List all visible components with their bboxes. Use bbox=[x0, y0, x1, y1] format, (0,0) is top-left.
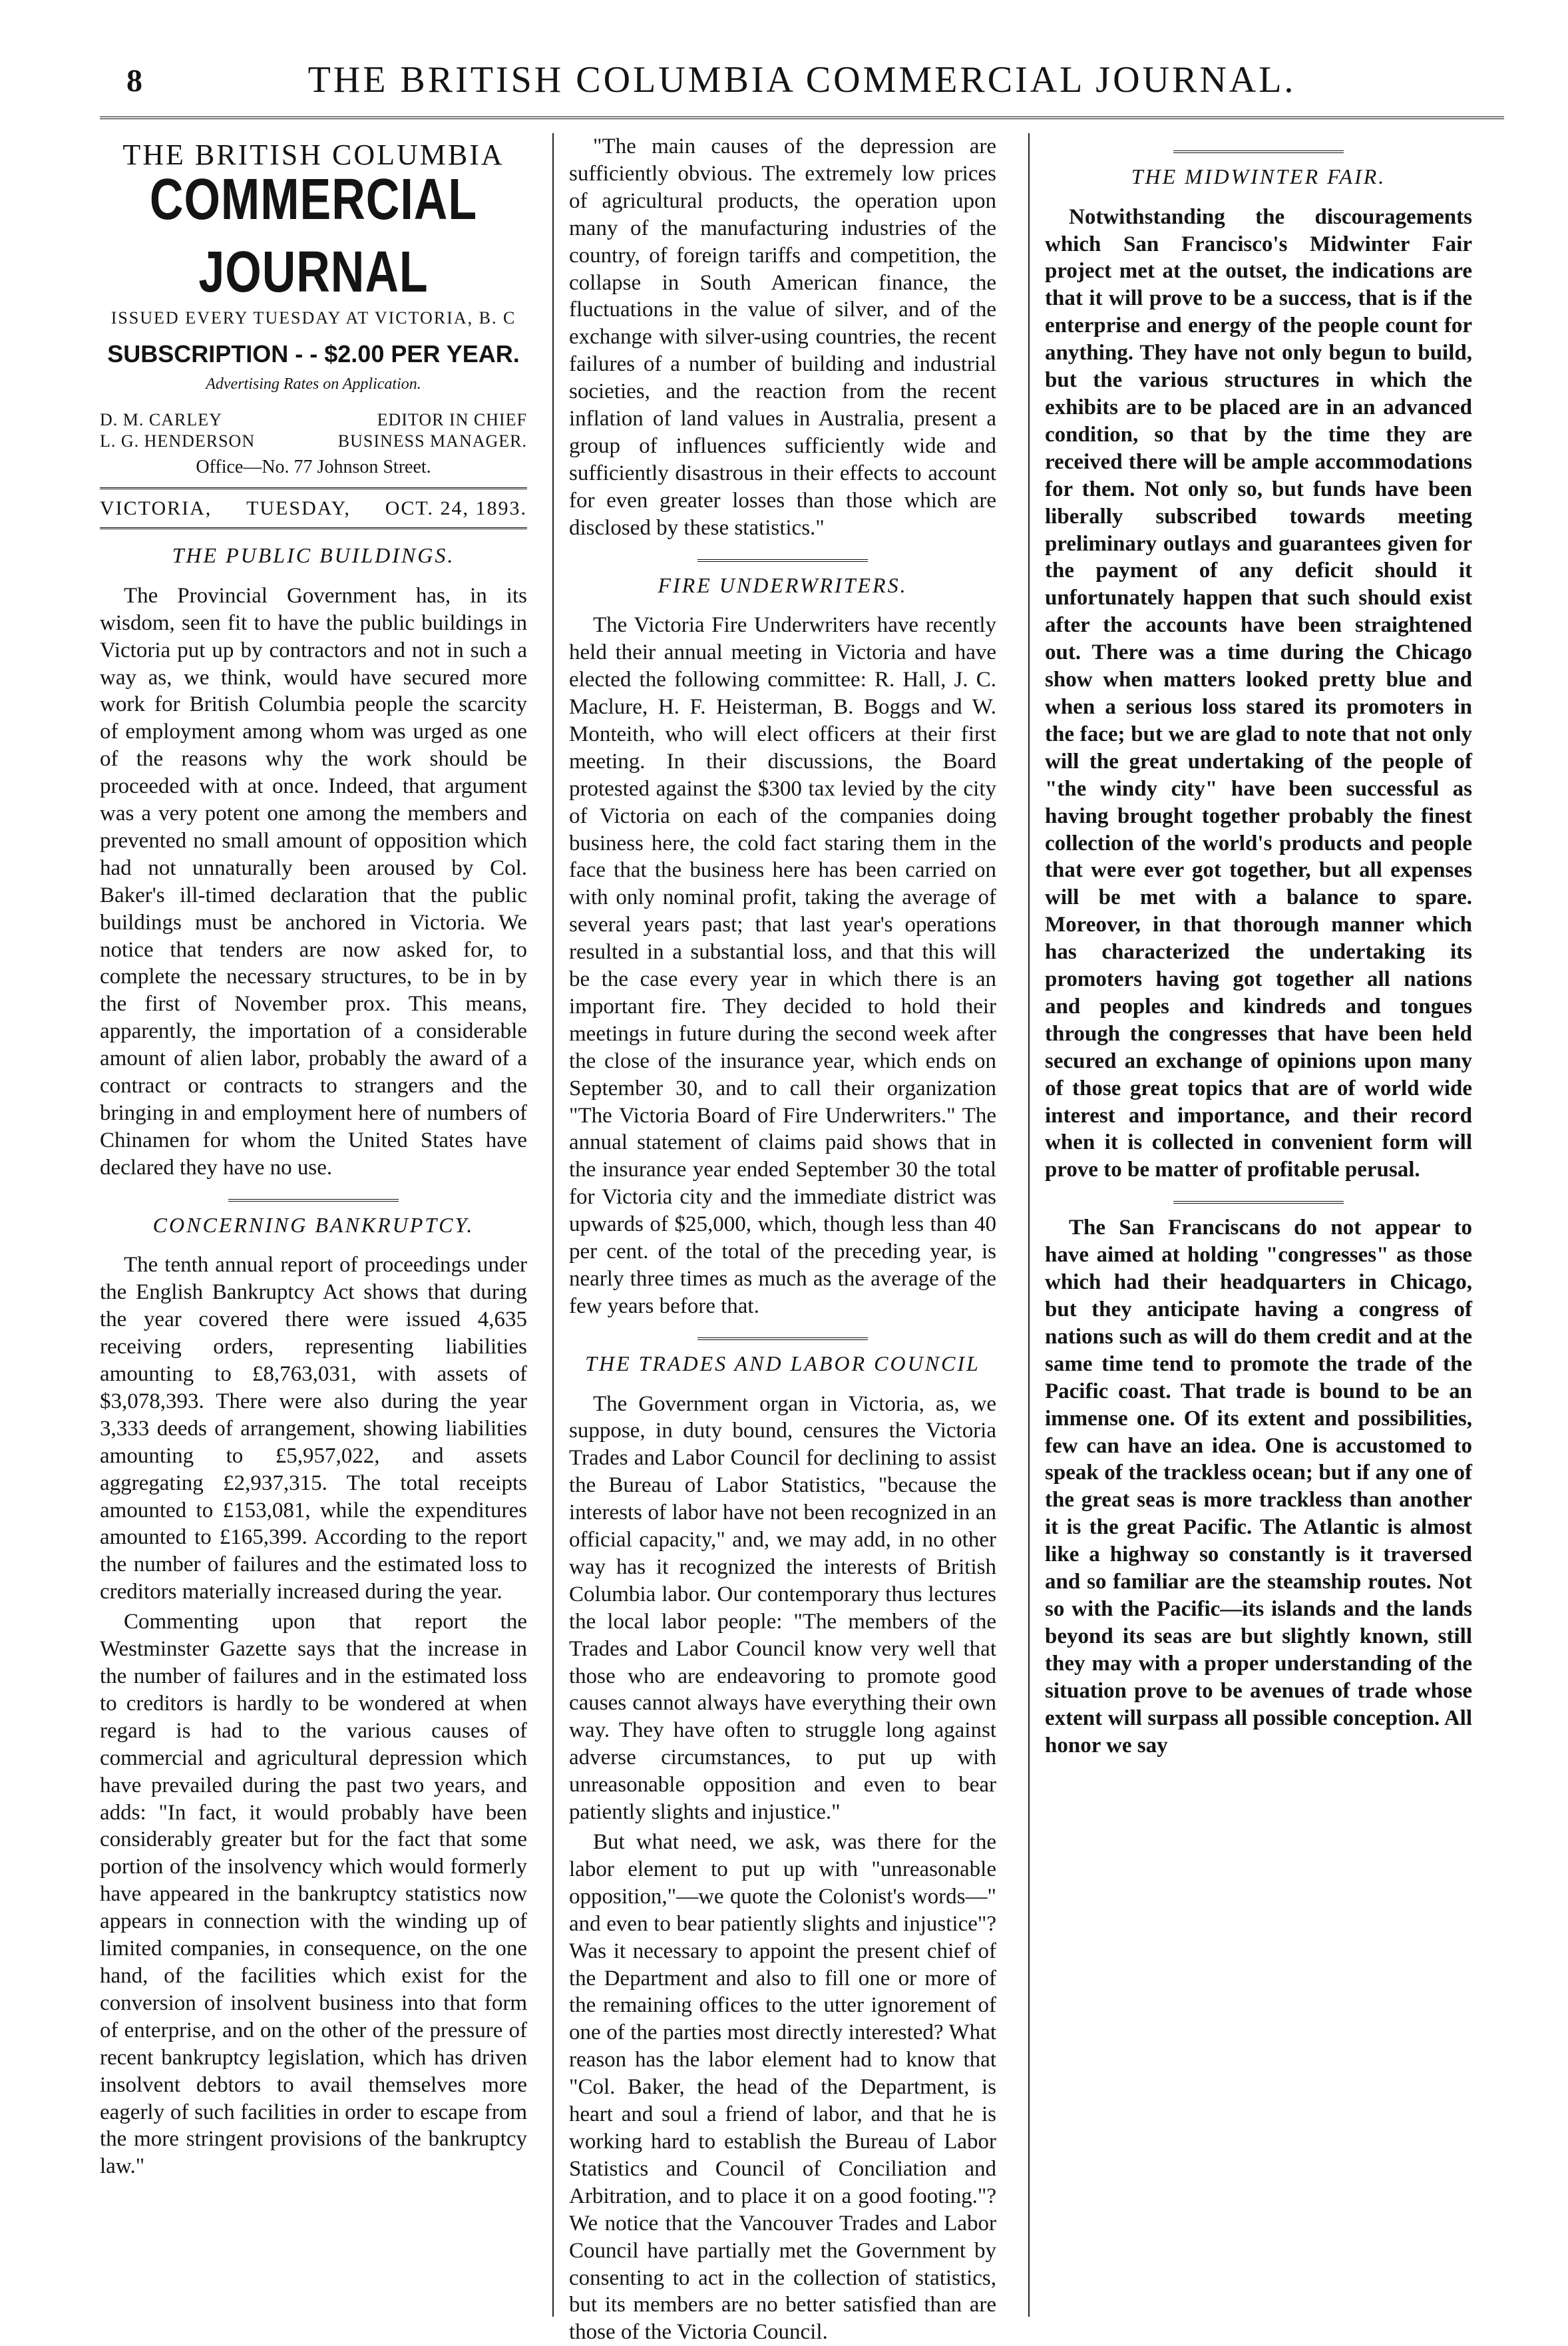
header-rule bbox=[100, 117, 1504, 119]
section-divider bbox=[697, 1337, 869, 1340]
article-title: THE PUBLIC BUILDINGS. bbox=[172, 543, 455, 568]
staff-role: BUSINESS MANAGER. bbox=[337, 431, 527, 451]
masthead-line1: THE BRITISH COLUMBIA bbox=[122, 138, 504, 171]
article-paragraph: Notwithstanding the discouragements which San Francisco's Midwinter Fair project met at the outset, the indications are that it will prove to be a success, that is if the enterprise and energy of the people count for anything. They have not only begun to build, but the various structures in which the exhibits are to be placed are in an advanced condition, so that by the time they are received there will be ample accommodations for them. Not only so, but funds have been liberally subscribed towards meeting preliminary outlays and guarantees given for the payment of any deficit should it unfortunately happen that such should exist after the accounts have been straightened out. There was a time during the Chicago show when matters looked pretty blue and when a serious loss stared its promoters in the face; but we are glad to note that not only will the great undertaking of the people of "the windy city" have been successful as having brought together probably the finest collection of the world's products and people that were ever got together, but all expenses will be met with a balance to spare. Moreover, in that thorough manner which has characterized the undertaking its promoters having got together all nations and peoples and kindreds and tongues through the congresses that have been held secured an exchange of opinions upon many of those great topics that are of world wide interest and importance, and their record when it is collected in convenient form will prove to be matter of profitable perusal. bbox=[1045, 204, 1472, 1182]
article-paragraph: The Victoria Fire Underwriters have recently held their annual meeting in Victoria and have elected the following committee: R. Hall, J. C. Maclure, H. F. Heisterman, B. Boggs and W. Monteith, who will elect officers at their first meeting. In their discussions, the Board protested against the $300 tax levied by the city of Victoria on each of the companies doing business here, the cold fact staring them in the face that the business here has been carried on with only nominal profit, taking the average of several years past; that last year's operations resulted in a substantial loss, and that this will be the case every year in which there is an important fire. They decided to hold their meetings in future during the second week after the close of the insurance year, which ends on September 30, and to call their organization "The Victoria Board of Fire Underwriters." The annual statement of claims paid shows that in the insurance year ended September 30 the total for Victoria city and the immediate district was upwards of $25,000, which, though less than 40 per cent. of the total of the preceding year, is nearly three times as much as the average of the few years before that. bbox=[569, 613, 996, 1318]
article-paragraph: But what need, we ask, was there for the labor element to put up with "unreasonable opposition,"—we quote the Colonist's words—" and even to bear patiently slights and injustice"? Was it necessary to appoint the present chief of the Department and also to fill one or more of the remaining offices to the utter ignorement of one of the parties most directly interested? What reason has the labor element had to know that "Col. Baker, the head of the Department, is heart and soul a friend of labor, and that he is working hard to establish the Bureau of Labor Statistics and Council of Conciliation and Arbitration, and to place it on a good footing."? We notice that the Vancouver Trades and Labor Council have partially met the Government by consenting to act in the collection of statistics, but its members are no better satisfied than are those of the Victoria Council. bbox=[569, 1830, 996, 2345]
dateline bbox=[100, 487, 527, 529]
advertising-note: Advertising Rates on Application. bbox=[206, 375, 421, 393]
column-3 bbox=[1045, 133, 1472, 2330]
page-number: 8 bbox=[126, 63, 142, 99]
masthead bbox=[100, 137, 527, 529]
section-divider bbox=[697, 559, 869, 562]
article-title: THE MIDWINTER FAIR. bbox=[1131, 164, 1386, 188]
article-paragraph: The Provincial Government has, in its wisdom, seen fit to have the public buildings in Victoria put up by contractors and not in such a way as, we think, would have secured more work for British Columbia people the scarcity of employment among whom was urged as one of the reasons why the work should be proceeded with at once. Indeed, that argument was a very potent one among the members and prevented no small amount of opposition which had not unnaturally been aroused by Col. Baker's ill-timed declaration that the public buildings must be anchored in Victoria. We notice that tenders are now asked for, to complete the necessary structures, to be in by the first of November prox. This means, apparently, the importation of a considerable amount of alien labor, probably the award of a contract or contracts to strangers and the bringing in and employment here of numbers of Chinamen for whom the United States have declared they have no use. bbox=[100, 583, 527, 1180]
masthead-issue: ISSUED EVERY TUESDAY AT VICTORIA, B. C bbox=[110, 308, 516, 328]
article-trades-labor bbox=[569, 1351, 996, 2346]
staff-row bbox=[100, 409, 527, 431]
staff-row bbox=[100, 431, 527, 452]
dateline-city: VICTORIA, bbox=[100, 497, 212, 519]
section-divider bbox=[1173, 1201, 1344, 1204]
section-divider bbox=[228, 1199, 399, 1202]
article-paragraph: The Government organ in Victoria, as, we suppose, in duty bound, censures the Victoria Trades and Labor Council for declining to assist the Bureau of Labor Statistics, "because the interests of labor have not been recognized in an official capacity," and, we may add, in no other way has it recognized the interests of British Columbia labor. Our contemporary thus lectures the local labor people: "The members of the Trades and Labor Council know very well that those who are endeavoring to promote good causes cannot always have everything their own way. They have often to struggle long against adverse circumstances, to put up with unreasonable opposition and even to bear patiently slights and injustice." bbox=[569, 1391, 996, 1825]
article-paragraph: "The main causes of the depression are sufficiently obvious. The extremely low prices of agricultural products, the operation upon many of the manufacturing industries of the country, of foreign tariffs and competition, the collapse in South American finance, the fluctuations in the value of silver, and of the exchange with silver-using countries, the recent failures of a number of building and industrial societies, and the reaction from the recent inflation of land values in Australia, present a group of influences sufficiently wide and sufficiently disastrous in their effects to account for even greater losses than those which are disclosed by these statistics." bbox=[569, 134, 996, 540]
article-title: THE TRADES AND LABOR COUNCIL bbox=[585, 1351, 980, 1375]
article-paragraph: The San Franciscans do not appear to have aimed at holding "congresses" as those which had their headquarters in Chicago, but they anticipate having a congress of nations such as will do them credit and at the same time tend to promote the trade of the Pacific coast. That trade is bound to be an immense one. Of its extent and possibilities, few can have an idea. One is accustomed to speak of the trackless ocean; but if any one of the great seas is more trackless than another it is the great Pacific. The Atlantic is almost like a highway so constantly is it traversed and so familiar are the steamship routes. Not so with the Pacific—its islands and the lands beyond its seas are but slightly known, still they may with a proper understanding of the situation prove to be avenues of trade whose extent will surpass all possible conception. All honor we say bbox=[1045, 1216, 1472, 1758]
article-fire-underwriters bbox=[569, 573, 996, 1320]
article-title: FIRE UNDERWRITERS. bbox=[658, 573, 908, 597]
dateline-date: OCT. 24, 1893. bbox=[385, 497, 527, 519]
article-bankruptcy bbox=[100, 1212, 527, 2180]
dateline-day: TUESDAY, bbox=[246, 497, 351, 519]
column-divider bbox=[552, 133, 554, 2317]
page-header bbox=[100, 40, 1504, 113]
article-public-buildings bbox=[100, 543, 527, 1182]
article-paragraph: Commenting upon that report the Westminster Gazette says that the increase in the number of failures and in the estimated loss to creditors is hardly to be wondered at when regard is had to the various causes of commercial and agricultural depression which have prevailed during the past two years, and adds: "In fact, it would probably have been considerably greater but for the fact that some portion of the insolvency which would formerly have appeared in the bankruptcy statistics now appears in connection with the winding up of limited companies, in consequence, on the one hand, of the facilities which exist for the conversion of insolvent business into that form of enterprise, and on the other of the pressure of recent bankruptcy legislation, which has driven insolvent debtors to avail themselves more eagerly of such facilities in order to escape from the more stringent provisions of the bankruptcy law." bbox=[100, 1610, 527, 2179]
section-divider bbox=[1173, 150, 1344, 153]
column-1 bbox=[100, 133, 527, 2330]
staff-role: EDITOR IN CHIEF bbox=[377, 409, 527, 429]
staff-name: L. G. HENDERSON bbox=[100, 431, 256, 451]
running-title: THE BRITISH COLUMBIA COMMERCIAL JOURNAL. bbox=[307, 59, 1296, 101]
article-paragraph: The tenth annual report of proceedings under the English Bankruptcy Act shows that during the year covered there were issued 4,635 receiving orders, representing liabilities amounting to £8,763,031, with assets of $3,078,393. There were also during the year 3,333 deeds of arrangement, showing liabilities amounting to £5,957,022, and assets aggregating £2,937,315. The total receipts amounted to £153,081, while the expenditures amounted to £165,399. According to the report the number of failures and the estimated loss to creditors materially increased during the year. bbox=[100, 1253, 527, 1604]
office-address: Office—No. 77 Johnson Street. bbox=[196, 457, 431, 478]
article-title: CONCERNING BANKRUPTCY. bbox=[152, 1212, 475, 1237]
masthead-line2: COMMERCIAL JOURNAL bbox=[149, 166, 478, 304]
staff-name: D. M. CARLEY bbox=[100, 409, 222, 429]
column-divider bbox=[1028, 133, 1030, 2317]
article-midwinter-fair bbox=[1045, 164, 1472, 1759]
column-2 bbox=[569, 133, 996, 2345]
subscription-price: SUBSCRIPTION - - $2.00 PER YEAR. bbox=[107, 340, 520, 368]
